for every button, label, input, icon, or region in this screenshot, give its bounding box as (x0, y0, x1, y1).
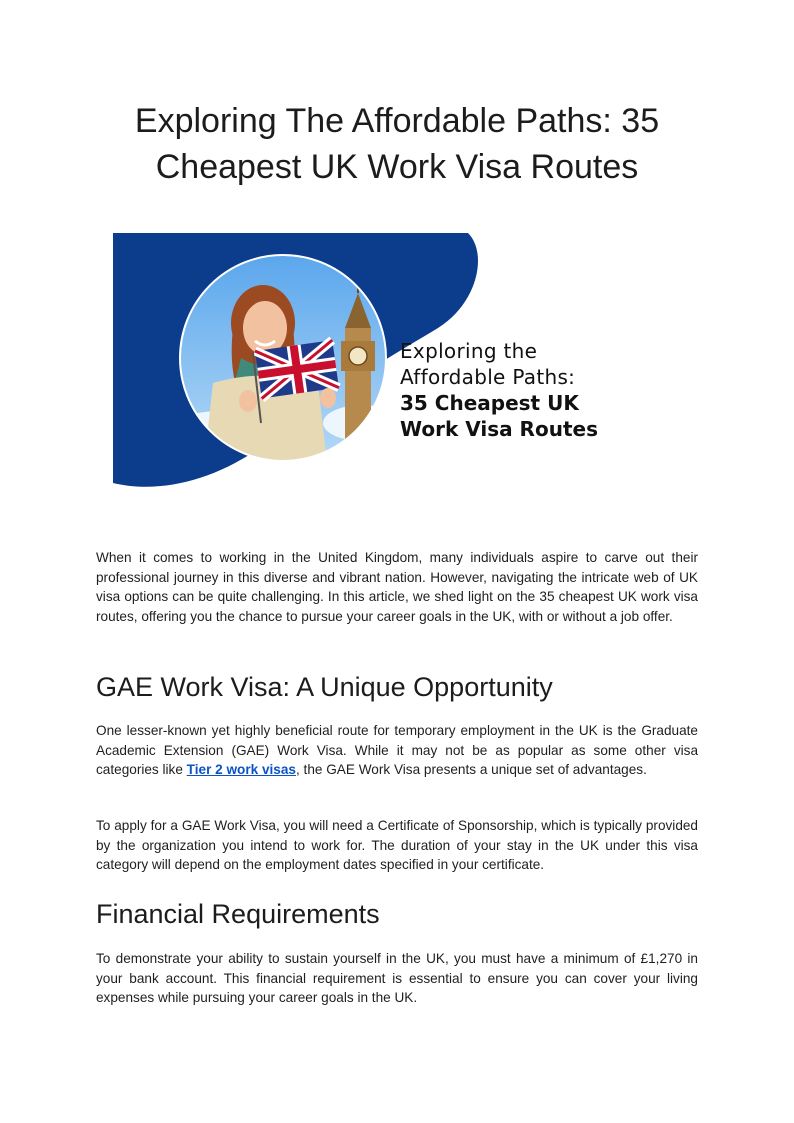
gae-p1-text-end: , the GAE Work Visa presents a unique set of advantages. (296, 762, 647, 778)
tier2-visa-link[interactable]: Tier 2 work visas (186, 762, 296, 778)
section-heading-financial: Financial Requirements (96, 899, 380, 929)
hero-banner (113, 233, 633, 493)
section-heading-gae: GAE Work Visa: A Unique Opportunity (96, 672, 553, 702)
hero-line-1: Exploring the (400, 339, 538, 363)
intro-paragraph: When it comes to working in the United Kingdom, many individuals aspire to carve out their professional journey in this diverse and vibrant nation. However, navigating the intricate web of UK visa options can be quite challenging. In this article, we shed light on the 35 cheapest UK work visa routes, offering you the chance to pursue your career goals in the UK, with or without a job offer. (96, 550, 698, 624)
hero-line-2: Affordable Paths: (400, 365, 576, 389)
financial-paragraph: To demonstrate your ability to sustain yourself in the UK, you must have a minimum of £1,270 in your bank account. This financial requirement is essential to ensure you can cover your living expenses while pursuing your career goals in the UK. (96, 951, 698, 1006)
hero-caption (400, 338, 640, 442)
hero-line-3: 35 Cheapest UK (400, 391, 579, 415)
page-title: Exploring The Affordable Paths: 35 Cheapest UK Work Visa Routes (134, 102, 660, 186)
gae-paragraph-1 (96, 721, 698, 780)
gae-paragraph-2: To apply for a GAE Work Visa, you will need a Certificate of Sponsorship, which is typically provided by the organization you intend to work for. The duration of your stay in the UK under this visa category will depend on the employment dates specified in your certificate. (96, 818, 698, 873)
gae-p1-text-start: One lesser-known yet highly beneficial route for temporary employment in the UK is the Graduate Academic Extension (GAE) Work Visa. While it may not be as popular as some other visa categories like (96, 723, 698, 778)
hero-line-4: Work Visa Routes (400, 417, 598, 441)
